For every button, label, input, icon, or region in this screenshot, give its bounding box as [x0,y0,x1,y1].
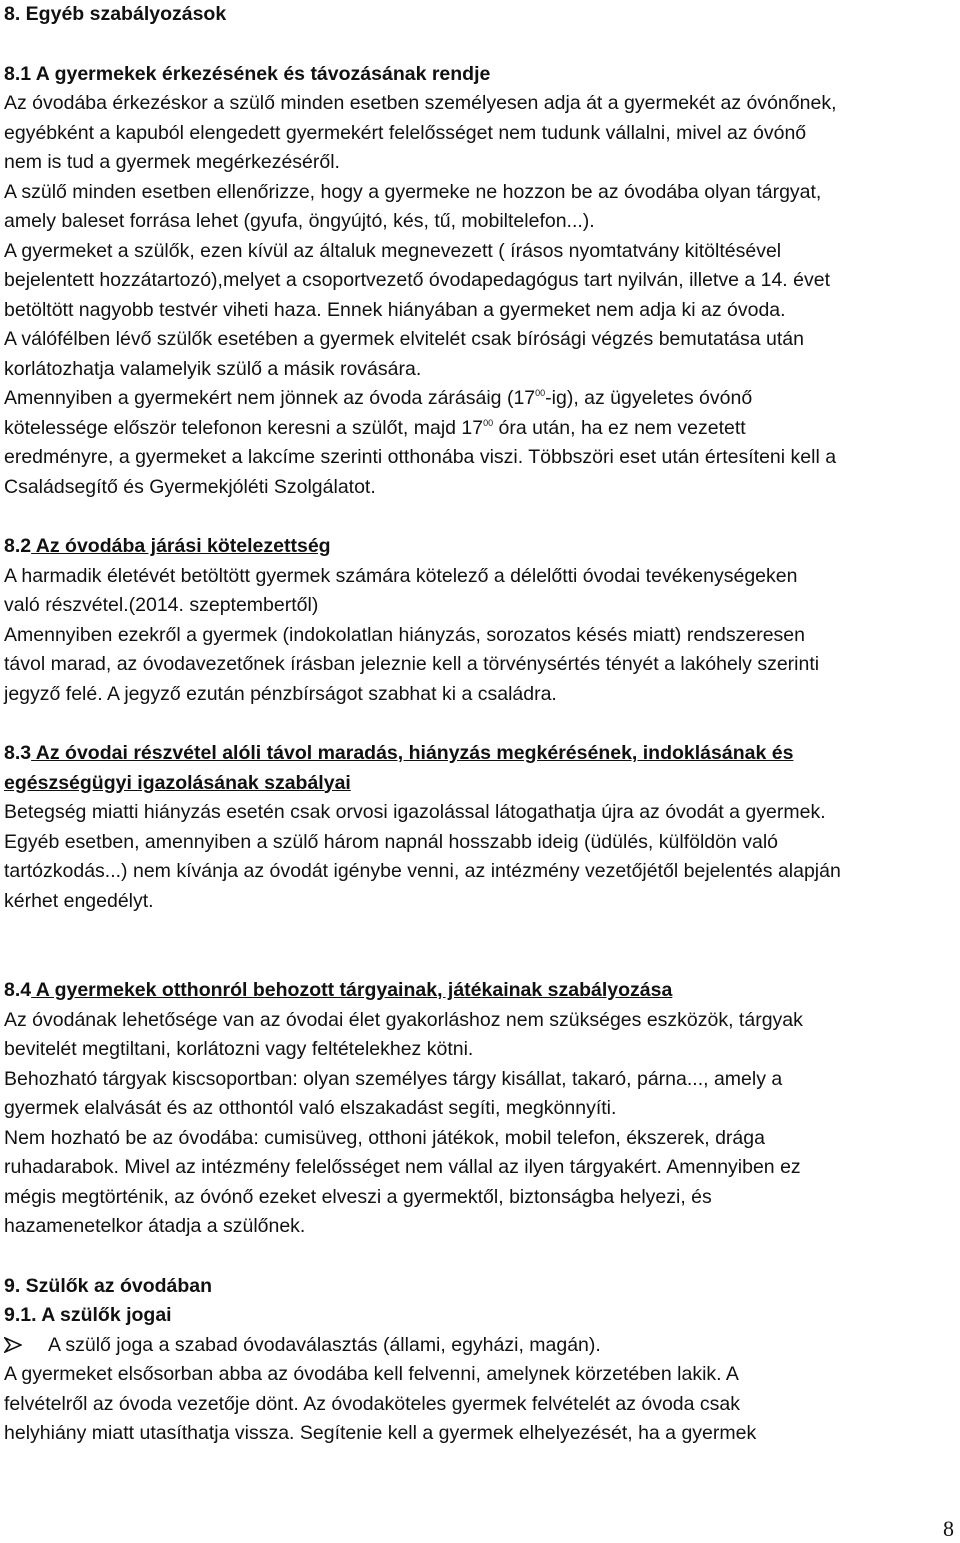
arrow-bullet-icon [4,1337,22,1353]
paragraph-line: betöltött nagyobb testvér viheti haza. Ennek hiányában a gyermeket nem adja ki az óvoda. [4,298,786,321]
paragraph-line [4,414,956,444]
text-run: kötelessége először telefonon keresni a szülőt, majd 17 [4,416,484,439]
section-8-1-title: A gyermekek érkezésének és távozásának rendje [31,62,491,85]
section-8-2-heading [4,532,956,562]
section-9-heading: 9. Szülők az óvodában [4,1274,213,1297]
paragraph-line: A harmadik életévét betöltött gyermek számára kötelező a délelőtti óvodai tevékenységeken [4,564,798,587]
paragraph-line: Betegség miatti hiányzás esetén csak orvosi igazolással látogathatja újra az óvodát a gyermek. [4,801,826,823]
text-run: Amennyiben a gyermekért nem jönnek az óvoda zárásáig (17 [4,387,536,409]
paragraph-line: bevitelét megtiltani, korlátozni vagy feltételekhez kötni. [4,1038,474,1060]
paragraph-line: eredményre, a gyermeket a lakcíme szerinti otthonába viszi. Többszöri eset után értesíteni kell a [4,446,837,468]
paragraph-line: korlátozhatja valamelyik szülő a másik rovására. [4,357,422,380]
paragraph-line: tartózkodás...) nem kívánja az óvodát igénybe venni, az intézmény vezetőjétől bejelentés alapján [4,860,841,882]
paragraph-line: Nem hozható be az óvodába: cumisüveg, otthoni játékok, mobil telefon, ékszerek, drága [4,1126,765,1149]
paragraph-line: Az óvodába érkezéskor a szülő minden esetben személyesen adja át a gyermekét az óvónőnek, [4,92,837,114]
paragraph-line: bejelentett hozzátartozó),melyet a csoportvezető óvodapedagógus tart nyilván, illetve a 14. évet [4,269,830,291]
paragraph-line: Családsegítő és Gyermekjóléti Szolgálatot. [4,475,376,498]
text-run: -ig), az ügyeletes óvónő [545,387,753,409]
superscript: 00 [535,388,546,398]
paragraph-line: kérhet engedélyt. [4,889,154,912]
paragraph-line: való részvétel.(2014. szeptembertől) [4,594,319,616]
section-8-3-title-continued: egészségügyi igazolásának szabályai [4,771,351,794]
bullet-item [4,1331,956,1361]
paragraph-line: ruhadarabok. Mivel az intézmény felelősséget nem vállal az ilyen tárgyakért. Amennyiben ez [4,1156,801,1178]
page-number: 8 [943,1516,954,1541]
paragraph-line: jegyző felé. A jegyző ezután pénzbírságot szabhat ki a családra. [4,682,557,705]
paragraph-line [4,384,956,414]
paragraph-line: gyermek elalvását és az otthontól való elszakadást segíti, megkönnyíti. [4,1097,617,1119]
section-8-4-title: A gyermekek otthonról behozott tárgyainak, játékainak szabályozása [31,979,673,1001]
section-9-1-heading: 9.1. A szülők jogai [4,1304,172,1326]
section-8-4-number: 8.4 [4,979,32,1001]
paragraph-line: Behozható tárgyak kiscsoportban: olyan személyes tárgy kisállat, takaró, párna..., amely a [4,1067,783,1090]
bullet-text: A szülő joga a szabad óvodaválasztás (állami, egyházi, magán). [48,1333,601,1356]
paragraph-line: A gyermeket elsősorban abba az óvodába kell felvenni, amelynek körzetében lakik. A [4,1363,739,1385]
paragraph-line: A szülő minden esetben ellenőrizze, hogy a gyermeke ne hozzon be az óvodába olyan tárgyat, [4,180,822,203]
paragraph-line: távol marad, az óvodavezetőnek írásban jeleznie kell a törvénysértés tényét a lakóhely szerinti [4,653,820,675]
section-8-1-number: 8.1 [4,62,32,85]
paragraph-line: amely baleset forrása lehet (gyufa, öngyújtó, kés, tű, mobiltelefon...). [4,210,595,232]
paragraph-line: helyhiány miatt utasíthatja vissza. Segítenie kell a gyermek elhelyezését, ha a gyermek [4,1422,757,1444]
paragraph-line: A gyermeket a szülők, ezen kívül az általuk megnevezett ( írásos nyomtatvány kitöltésével [4,239,782,262]
superscript: 00 [483,417,494,428]
paragraph-line: egyébként a kapuból elengedett gyermekért felelősséget nem tudunk vállalni, mivel az óvónő [4,121,807,144]
document-page [4,0,956,1449]
section-8-2-number: 8.2 [4,535,32,557]
paragraph-line: Az óvodának lehetősége van az óvodai élet gyakorláshoz nem szükséges eszközök, tárgyak [4,1008,803,1031]
paragraph-line: A válófélben lévő szülők esetében a gyermek elvitelét csak bírósági végzés bemutatása után [4,328,804,350]
paragraph-line: Egyéb esetben, amennyiben a szülő három napnál hosszabb ideig (üdülés, külföldön való [4,830,779,853]
section-8-heading: 8. Egyéb szabályozások [4,3,227,25]
section-8-2-title: Az óvodába járási kötelezettség [31,535,331,557]
paragraph-line: mégis megtörténik, az óvónő ezeket elveszi a gyermektől, biztonságba helyezi, és [4,1185,712,1208]
text-run: óra után, ha ez nem vezetett [493,416,746,439]
paragraph-line: Amennyiben ezekről a gyermek (indokolatlan hiányzás, sorozatos késés miatt) rendszeresen [4,623,805,646]
paragraph-line: felvételről az óvoda vezetője dönt. Az óvodaköteles gyermek felvételét az óvoda csak [4,1392,741,1415]
paragraph-line: hazamenetelkor átadja a szülőnek. [4,1215,306,1237]
section-8-3-title: Az óvodai részvétel alóli távol maradás, hiányzás megkérésének, indoklásának és [31,742,794,764]
section-8-3-number: 8.3 [4,742,32,764]
section-8-4-heading [4,976,956,1006]
paragraph-line: nem is tud a gyermek megérkezéséről. [4,151,340,173]
section-8-1-heading [4,60,956,90]
section-8-3-heading [4,739,956,769]
